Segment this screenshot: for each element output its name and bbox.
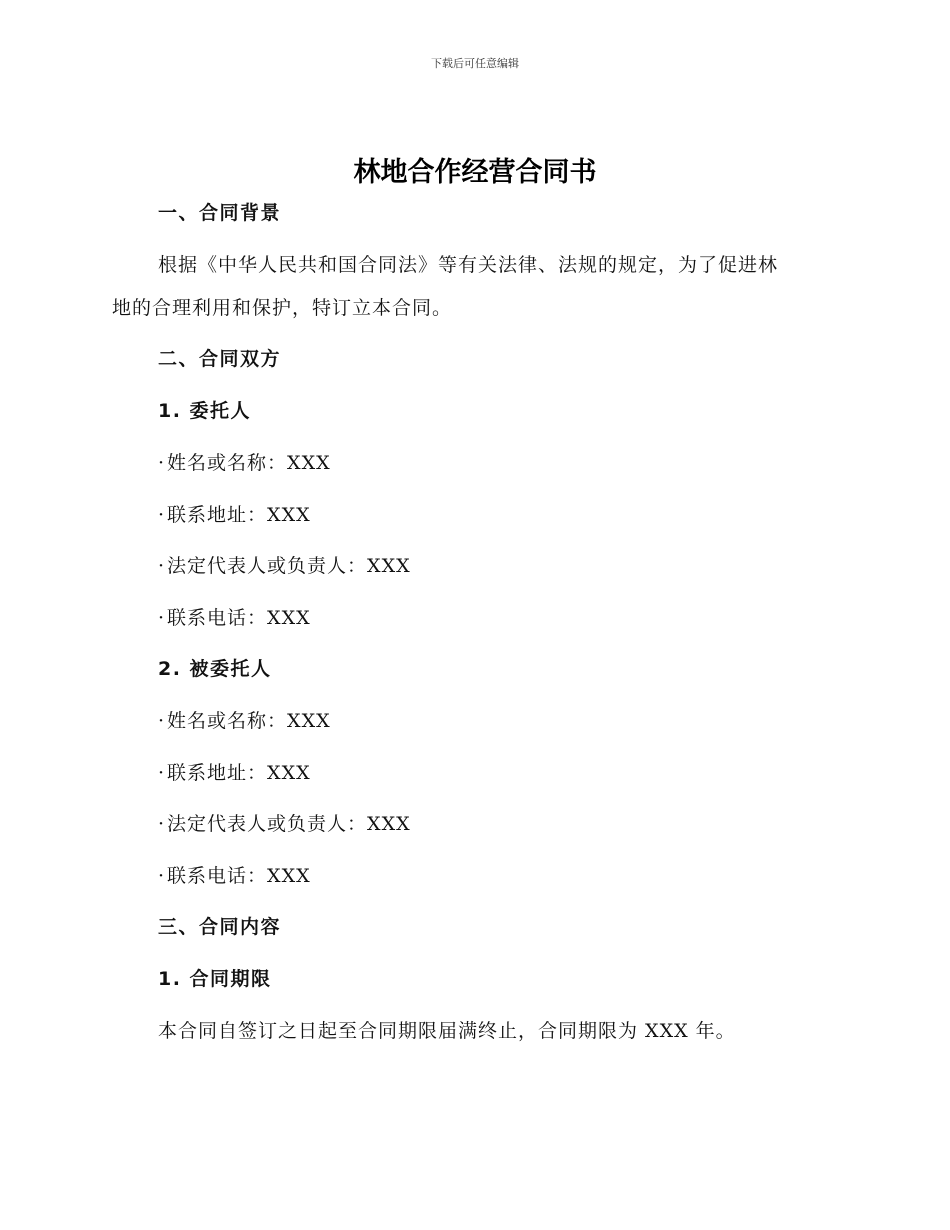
- party1-heading: 1. 委托人: [158, 400, 252, 422]
- term-heading: 1. 合同期限: [158, 968, 272, 990]
- party1-item: · 联系电话：XXX: [158, 607, 311, 629]
- party1-item: · 姓名或名称：XXX: [158, 452, 331, 474]
- party2-item: · 姓名或名称：XXX: [158, 710, 331, 732]
- party2-item: · 法定代表人或负责人：XXX: [158, 813, 411, 835]
- bullet-icon: ·: [158, 762, 166, 784]
- section-heading-parties: 二、合同双方: [158, 348, 282, 370]
- party2-item: · 联系电话：XXX: [158, 865, 311, 887]
- party1-item: · 联系地址：XXX: [158, 504, 311, 526]
- background-paragraph-line-1: 根据《中华人民共和国合同法》等有关法律、法规的规定，为了促进林: [158, 254, 779, 276]
- section-heading-content: 三、合同内容: [158, 916, 282, 938]
- bullet-icon: ·: [158, 555, 166, 577]
- bullet-icon: ·: [158, 607, 166, 629]
- bullet-icon: ·: [158, 865, 166, 887]
- bullet-icon: ·: [158, 504, 166, 526]
- section-heading-background: 一、合同背景: [158, 202, 282, 224]
- party2-item: · 联系地址：XXX: [158, 762, 311, 784]
- bullet-icon: ·: [158, 452, 166, 474]
- bullet-icon: ·: [158, 813, 166, 835]
- background-paragraph-line-2: 地的合理利用和保护，特订立本合同。: [112, 297, 453, 319]
- party2-heading: 2. 被委托人: [158, 658, 272, 680]
- term-paragraph: 本合同自签订之日起至合同期限届满终止，合同期限为 XXX 年。: [158, 1020, 736, 1042]
- party1-item: · 法定代表人或负责人：XXX: [158, 555, 411, 577]
- bullet-icon: ·: [158, 710, 166, 732]
- header-note: 下载后可任意编辑: [431, 57, 519, 70]
- document-title: 林地合作经营合同书: [353, 157, 597, 188]
